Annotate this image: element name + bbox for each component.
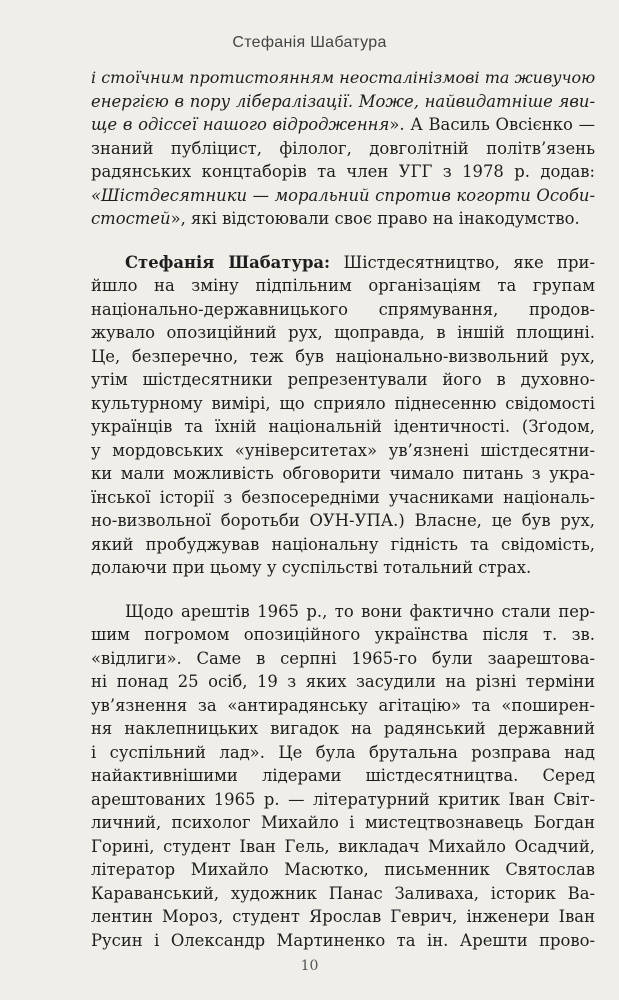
text-line: шим погромом опозиційного українства після т. зв. (91, 625, 595, 644)
text-line: «Шістдесятники — моральний спротив когорти Особи- (91, 185, 595, 205)
text-line: найактивнішими лідерами шістдесятництва. Серед (91, 766, 595, 785)
text-fragment: Шістдесятництво, яке при- (330, 252, 595, 272)
text-line: Це, безперечно, теж був національно-визвольний рух, (91, 346, 595, 366)
paragraph-gap (91, 580, 595, 600)
text-line: утім шістдесятники репрезентували його в духовно- (91, 370, 595, 389)
text-line: ні понад 25 осіб, 19 з яких засудили на різні терміни (91, 672, 595, 691)
text-line: жувало опозиційний рух, щоправда, в іншій площині. (91, 323, 595, 342)
speaker-name: Стефанія Шабатура: (125, 252, 331, 272)
paragraph-1 (91, 66, 595, 231)
text-line: культурному вимірі, що сприяло піднесенню свідомості (91, 393, 595, 413)
text-line: який пробуджував національну гідність та свідомість, (91, 534, 595, 554)
text-line: національно-державницького спрямування, продов- (91, 299, 595, 319)
text-line (91, 207, 595, 231)
text-line: Караванський, художник Панас Заливаха, історик Ва- (91, 883, 595, 903)
page-number: 10 (300, 958, 319, 974)
text-line: долаючи при цьому у суспільстві тотальний страх. (91, 558, 532, 577)
text-line: їнської історії з безпосередніми учасниками національ- (91, 487, 595, 507)
text-line: арештованих 1965 р. — літературний критик Іван Світ- (91, 789, 595, 809)
text-line: ня наклепницьких вигадок на радянський державний (91, 719, 595, 738)
body-text (91, 66, 595, 952)
text-line: і стоїчним протистоянням неосталінізмові та живучою (91, 68, 596, 87)
text-line: знаний публіцист, філолог, довголітній політв’язень (91, 138, 595, 158)
text-line: енергією в пору лібералізації. Може, найвидатніше яви- (91, 91, 595, 111)
text-fragment: », які відстоювали своє право на інакодумство. (170, 209, 580, 228)
text-line (91, 251, 595, 275)
text-line: українців та їхній національній ідентичності. (Зґодом, (91, 417, 595, 436)
text-line (91, 113, 595, 137)
text-line: лентин Мороз, студент Ярослав Геврич, інженери Іван (91, 907, 595, 926)
text-line: йшло на зміну підпільним організаціям та групам (91, 276, 595, 295)
paragraph-3 (91, 600, 595, 953)
running-head: Стефанія Шабатура (232, 34, 387, 51)
text-fragment: ». А Василь Овсієнко — (389, 115, 595, 134)
text-line: но-визвольної боротьби ОУН-УПА.) Власне, це був рух, (91, 511, 595, 530)
quote-fragment: ще в одіссеї нашого відродження (91, 115, 390, 134)
text-line: ув’язнення за «антирадянську агітацію» та «поширен- (91, 695, 595, 715)
quote-fragment: стостей (91, 209, 171, 228)
text-line: Русин і Олександр Мартиненко та ін. Арешти прово- (91, 930, 595, 950)
text-line: Щодо арештів 1965 р., то вони фактично стали пер- (125, 601, 595, 621)
paragraph-2 (91, 251, 595, 580)
text-line: радянських концтаборів та член УГГ з 1978 р. додав: (91, 162, 595, 181)
text-line: і суспільний лад». Це була брутальна розправа над (91, 742, 595, 762)
text-line: Горині, студент Іван Гель, викладач Михайло Осадчий, (91, 836, 595, 856)
text-line: літератор Михайло Масютко, письменник Святослав (91, 860, 595, 879)
text-line: ки мали можливість обговорити чимало питань з укра- (91, 464, 595, 483)
text-line: у мордовських «університетах» ув’язнені шістдесятни- (91, 440, 595, 460)
paragraph-gap (91, 231, 595, 251)
text-line: «відлиги». Саме в серпні 1965-го були заарештова- (91, 648, 595, 668)
text-line: личний, психолог Михайло і мистецтвознавець Богдан (91, 813, 595, 832)
